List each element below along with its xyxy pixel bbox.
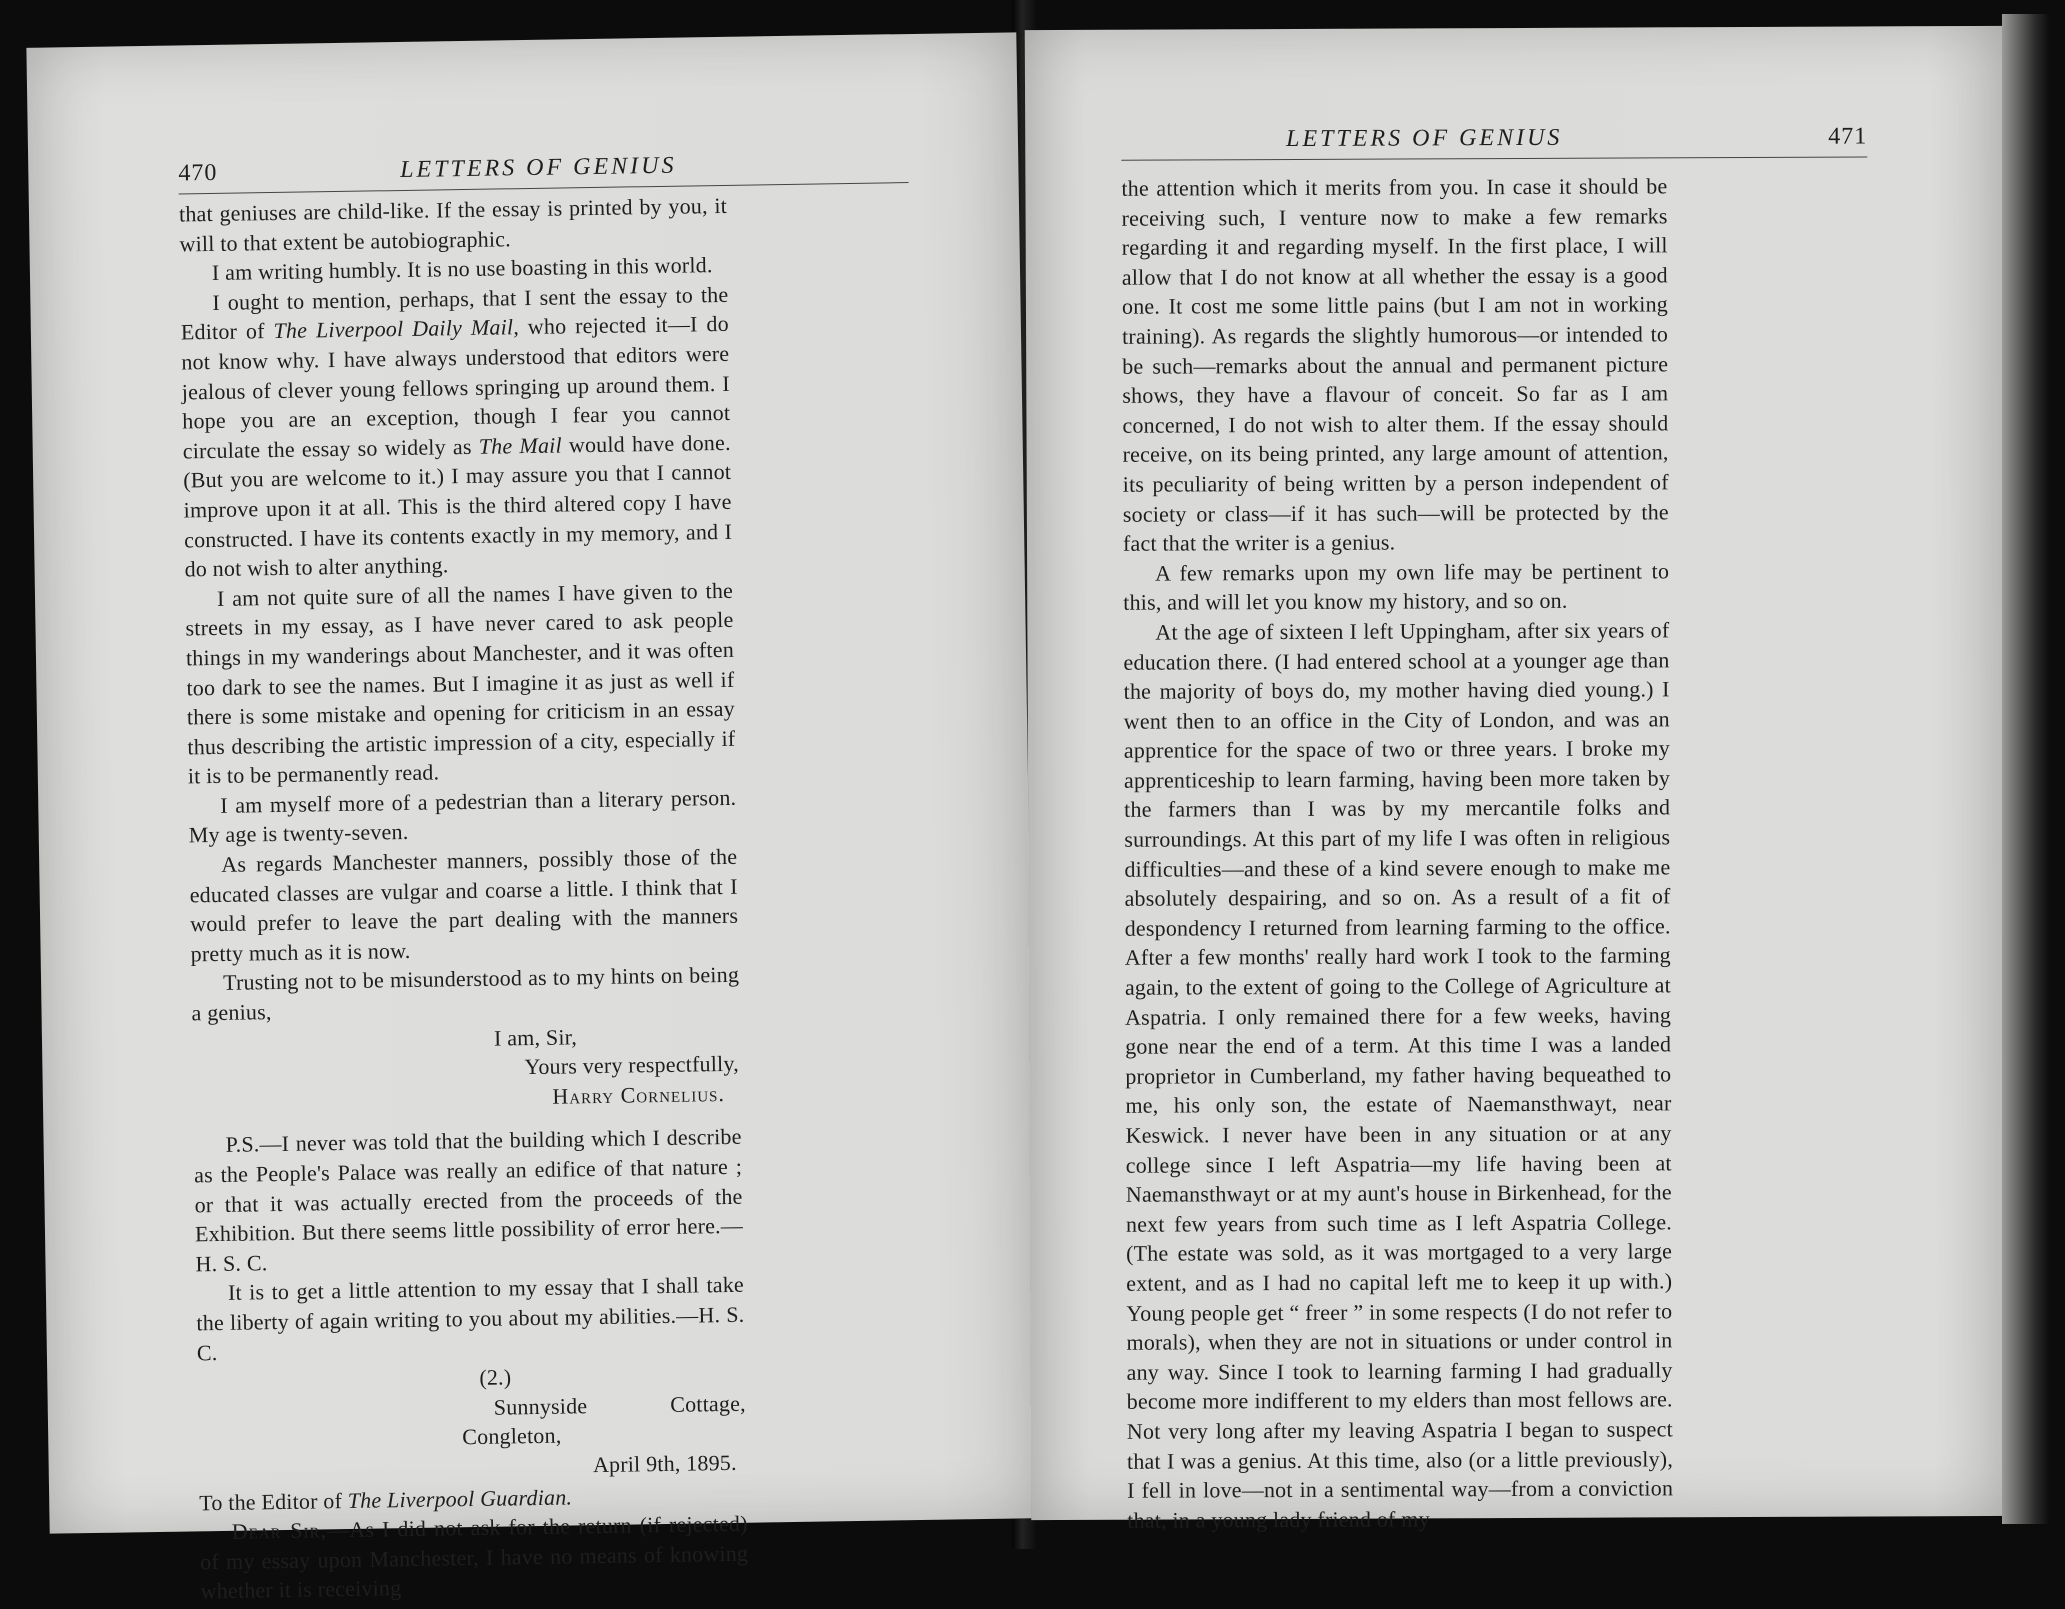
left-page-text: [179, 191, 749, 1606]
paragraph: As regards Manchester manners, possibly those of the educated classes are vulgar and coarse a little. I think that I would prefer to leave the part dealing with the manners pretty much as it is now.: [189, 843, 739, 967]
postscript: P.S.—I never was told that the building which I describe as the People's Palace was really an edifice of that nature ; or that it was actually erected from the proceeds of the Exhibition. But there seems little possibility of error here.—H. S. C.: [193, 1124, 744, 1277]
left-page: [26, 32, 1039, 1604]
right-page: [1025, 26, 2013, 1533]
salutation: Dear Sir,: [231, 1517, 328, 1544]
italic-title: The Mail: [478, 432, 562, 459]
paragraph: the attention which it merits from you. In case it should be receiving such, I venture now to make a few remarks regarding it and regarding myself. In the first place, I will allow that I do not know at all whether the essay is a good one. It cost me some little pains (but I am not in working training). As regards the slightly humorous—or intended to be such—remarks about the annual and permanent picture shows, they have a flavour of conceit. So far as I am concerned, I do not wish to alter them. If the essay should receive, on its being printed, any large amount of attention, its peculiarity of being written by a person independent of society or class—if it has such—will be protected by the fact that the writer is a genius.: [1121, 173, 1669, 556]
closing-line: I am, Sir,: [493, 1023, 578, 1051]
running-head: LETTERS OF GENIUS: [399, 152, 677, 184]
paragraph: Trusting not to be misunderstood as to my hints on being a genius,: [191, 962, 740, 1026]
page-number: 471: [1828, 123, 1868, 150]
paragraph: I am not quite sure of all the names I have given to the streets in my essay, as I have never cared to ask people things in my wanderings about Manchester, and it was often too dark to see the names. But I imagine it as just as well if there is some mistake and opening for criticism in an essay thus describing the artistic impression of a city, especially if it is to be permanently read.: [185, 577, 736, 789]
paragraph: I am writing humbly. It is no use boasting in this world.: [211, 252, 713, 286]
paragraph: I am myself more of a pedestrian than a literary person. My age is twenty-seven.: [188, 784, 737, 848]
address-line: Sunnyside Cottage, Congleton,: [462, 1390, 746, 1450]
right-page-text: [1121, 171, 1673, 1535]
signature: Harry Cornelius.: [552, 1080, 726, 1109]
text-run: who rejected it—I do not know why. I have always understood that editors were jealous of clever young fellows springing up around them. I hope you are an exception, though I fear you cannot circulate the essay so widely as: [181, 311, 731, 464]
paragraph: [180, 280, 733, 585]
paragraph: [199, 1509, 748, 1606]
closing-line: Yours very respectfully,: [524, 1051, 740, 1080]
page-number: 470: [178, 159, 218, 187]
paragraph: A few remarks upon my own life may be pertinent to this, and will let you know my history, and so on.: [1123, 558, 1670, 616]
right-page-header: [1121, 116, 1867, 160]
date-line: April 9th, 1895.: [592, 1449, 737, 1478]
postscript: It is to get a little attention to my essay that I shall take the liberty of again writing to you about my abilities.—H. S. C.: [196, 1272, 745, 1365]
text-run: To the Editor of: [199, 1487, 348, 1515]
running-head: LETTERS OF GENIUS: [1286, 124, 1563, 153]
text-run: would have done. (But you are welcome to it.) I may assure you that I cannot improve upon it at all. This is the third altered copy I have constructed. I have its contents exactly in my memory, and I do not wish to alter anything.: [183, 429, 733, 582]
page-stack-edge: [2002, 14, 2050, 1524]
text-run: —As I did not ask for the return (if rejected) of my essay upon Manchester, I have no means of knowing whether it is receiving: [199, 1510, 749, 1604]
paragraph: At the age of sixteen I left Uppingham, after six years of education there. (I had entered school at a younger age than the majority of boys do, my mother having died young.) I went then to an office in the City of London, and was an apprentice for the space of two or three years. I broke my apprenticeship to learn farming, having been more taken by the farmers than I was by my mercantile folks and surroundings. At this part of my life I was often in religious difficulties—and these of a kind severe enough to make me absolutely despairing, and so on. As a result of a fit of despondency I returned from learning farming to the office. After a few months' really hard work I took to the farming again, to the extent of going to the College of Agriculture at Aspatria. I only remained there for a few weeks, having gone near the end of a term. At this time I was a landed proprietor in Cumberland, my father having bequeathed to me, his only son, the estate of Naemansthwayt, near Keswick. I never have been in any situation or at any college since I left Aspatria—my life having been at Naemansthwayt or at my aunt's house in Birkenhead, for the next few years from such time as I left Aspatria College. (The estate was sold, as it was mortgaged to a very large extent, and as I had no capital left me to keep it up with.) Young people get “ freer ” in some respects (I do not refer to morals), when they are not in situations or under control in any way. Since I took to learning farming I had gradually become more indifferent to my elders than most fellows are. Not very long after my leaving Aspatria I began to suspect that I was a genius. At this time, also (or a little previously), I fell in love—not in a sentimental way—from a conviction that, in a young lady friend of my: [1123, 617, 1674, 1533]
text-run: I ought to mention, perhaps, that I sent the essay to the Editor of: [180, 281, 729, 345]
italic-title: The Liverpool Daily Mail,: [273, 314, 520, 344]
left-page-header: [178, 142, 909, 194]
paragraph: that geniuses are child-like. If the essay is printed by you, it will to that extent be autobiographic.: [178, 192, 728, 257]
letter-number: (2.): [479, 1364, 512, 1391]
italic-title: The Liverpool Guardian.: [347, 1484, 573, 1513]
